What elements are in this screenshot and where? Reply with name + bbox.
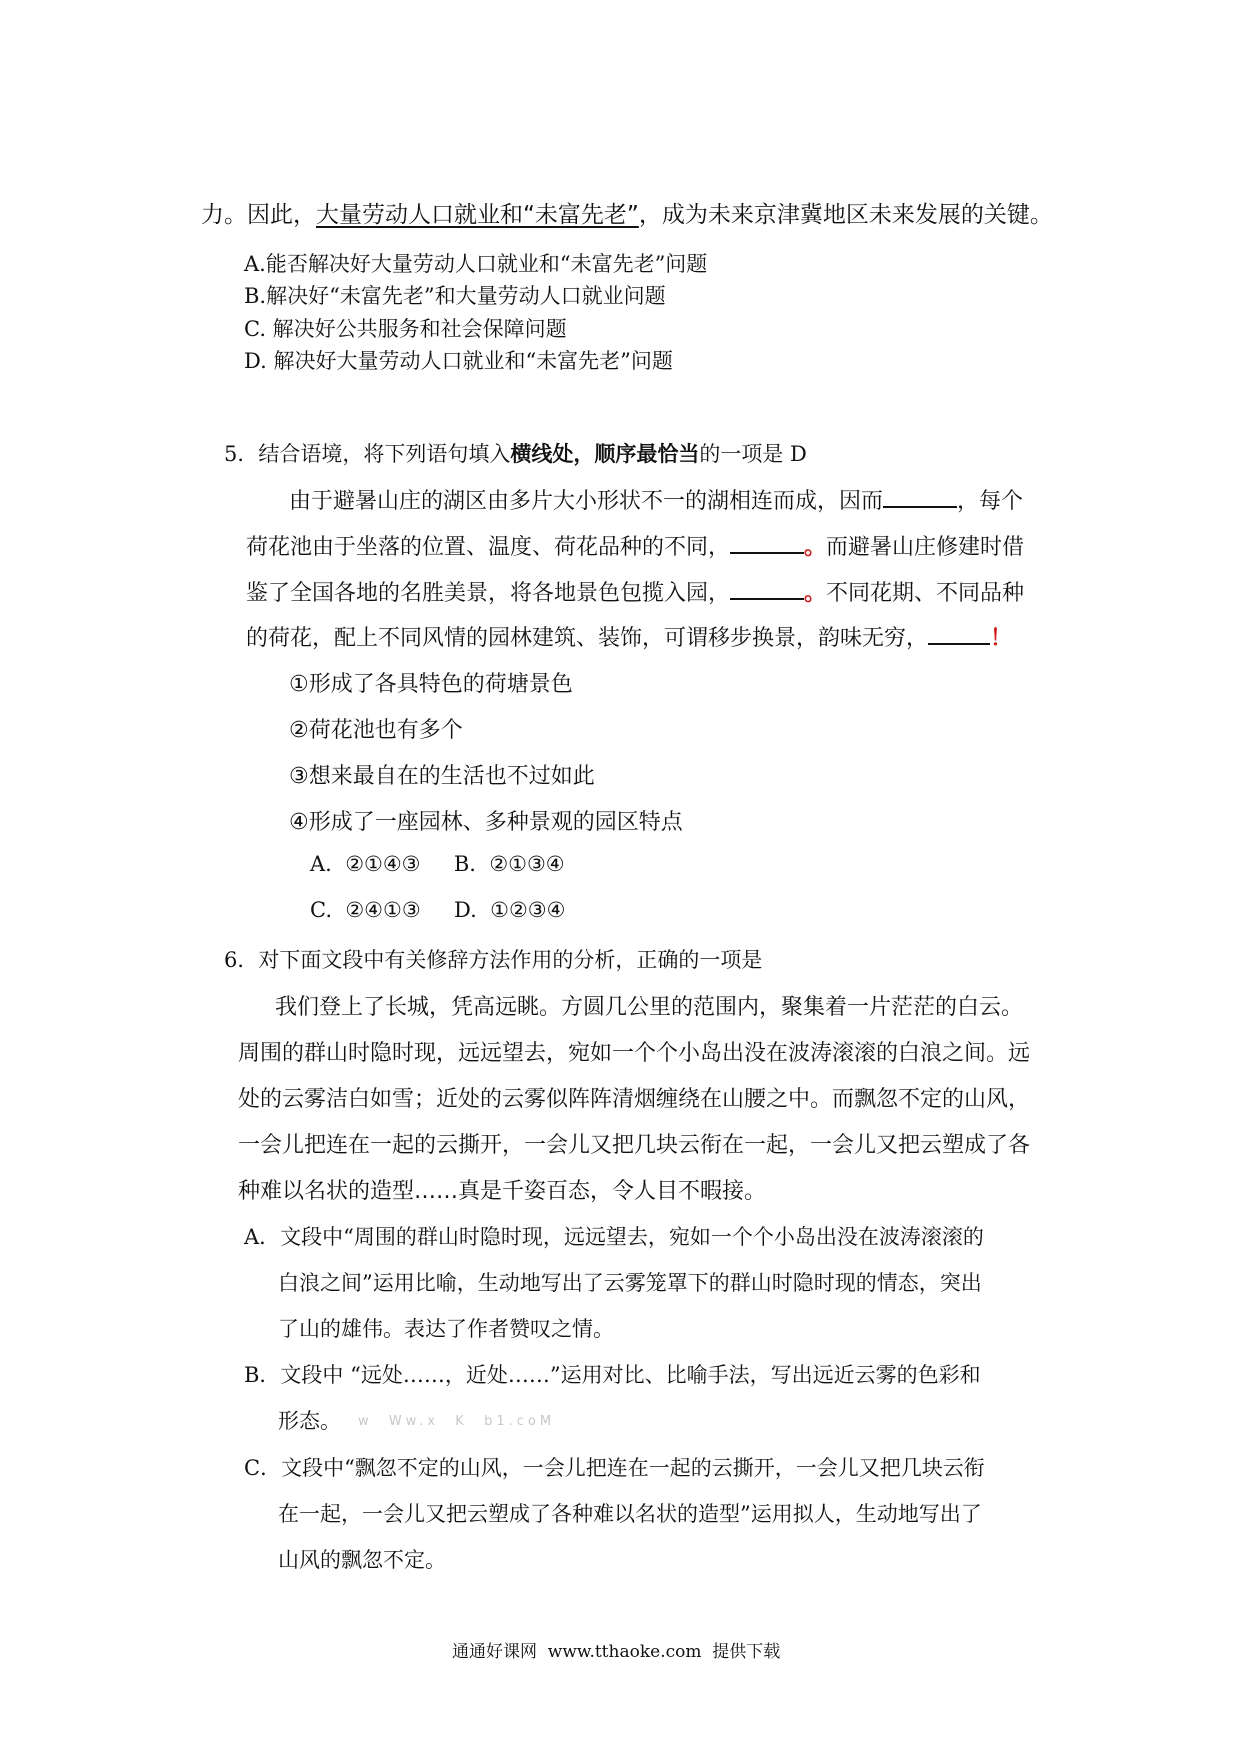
page-footer: 通通好课网 www.tthaoke.com 提供下载 xyxy=(452,1642,781,1662)
q4-option-a: A.能否解决好大量劳动人口就业和“未富先老”问题 xyxy=(244,252,708,276)
q5-stem-answer: 的一项是 D xyxy=(699,442,807,466)
q5-blank-1 xyxy=(883,484,957,508)
q5-choices-row-1: A. ②①④③ B. ②①③④ xyxy=(310,852,565,876)
q6-passage-line-2: 周围的群山时隐时现，远远望去，宛如一个个小岛出没在波涛滚滚的白浪之间。远 xyxy=(238,1041,1031,1066)
q6-option-a-line-2: 白浪之间”运用比喻，生动地写出了云雾笼罩下的群山时隐时现的情态，突出 xyxy=(278,1271,982,1295)
q6-option-b-line-2: 形态。 xyxy=(278,1409,341,1433)
q5-choices-row-2: C. ②④①③ D. ①②③④ xyxy=(310,898,566,922)
q5-stem-bold-order: 顺序最恰当 xyxy=(594,441,700,466)
q5-item-4: ④形成了一座园林、多种景观的园区特点 xyxy=(289,810,683,835)
q4-conclusion-start: 力。因此， xyxy=(201,202,316,228)
q4-conclusion-line xyxy=(201,196,1053,229)
q5-blank-2 xyxy=(730,530,804,554)
q6-passage-line-1: 我们登上了长城，凭高远眺。方圆几公里的范围内，聚集着一片茫茫的白云。 xyxy=(275,995,1024,1020)
q5-passage-line-4 xyxy=(246,621,1012,652)
q5-line3-text: 鉴了全国各地的名胜美景，将各地景色包揽入园， xyxy=(246,581,731,606)
q5-line2-text: 荷花池由于坐落的位置、温度、荷花品种的不同， xyxy=(246,535,731,560)
q5-stem-bold-blank: 横线处 xyxy=(510,441,574,466)
q5-line2-end: 而避暑山庄修建时借 xyxy=(826,535,1025,560)
watermark-text: w Ww.x K b1.coM xyxy=(358,1414,556,1429)
q5-blank-3 xyxy=(730,576,804,600)
q6-option-b-line-1: B．文段中 “远处……，近处……”运用对比、比喻手法，写出远近云雾的色彩和 xyxy=(244,1363,981,1387)
q5-item-2: ②荷花池也有多个 xyxy=(289,718,463,743)
q5-blank-4 xyxy=(928,621,990,645)
q5-passage-line-2 xyxy=(246,530,1024,561)
q5-passage-line-3 xyxy=(246,576,1024,607)
q5-line3-end: 不同花期、不同品种 xyxy=(826,581,1025,606)
q5-line4-punct: ！ xyxy=(990,626,1013,651)
q5-passage-line-1 xyxy=(289,484,1023,515)
q6-option-a-line-3: 了山的雄伟。表达了作者赞叹之情。 xyxy=(278,1317,614,1341)
q5-stem-comma: ， xyxy=(573,441,595,466)
q4-option-d: D. 解决好大量劳动人口就业和“未富先老”问题 xyxy=(244,349,673,373)
q5-line3-punct: 。 xyxy=(804,581,827,606)
q5-stem xyxy=(224,438,807,468)
q6-stem: 6．对下面文段中有关修辞方法作用的分析，正确的一项是 xyxy=(224,948,763,972)
q4-underlined-phrase: 大量劳动人口就业和“未富先老” xyxy=(316,202,639,228)
q6-option-c-line-1: C．文段中“飘忽不定的山风，一会儿把连在一起的云撕开，一会儿又把几块云衔 xyxy=(244,1456,985,1480)
q4-option-b: B.解决好“未富先老”和大量劳动人口就业问题 xyxy=(244,284,666,308)
q4-option-c: C. 解决好公共服务和社会保障问题 xyxy=(244,317,567,341)
q4-conclusion-end: ，成为未来京津冀地区未来发展的关键。 xyxy=(638,202,1053,228)
q6-option-c-line-2: 在一起，一会儿又把云塑成了各种难以名状的造型”运用拟人，生动地写出了 xyxy=(278,1502,982,1526)
q6-passage-line-4: 一会儿把连在一起的云撕开，一会儿又把几块云衔在一起，一会儿又把云塑成了各 xyxy=(238,1133,1031,1158)
q5-line1-text: 由于避暑山庄的湖区由多片大小形状不一的湖相连而成，因而 xyxy=(289,489,884,514)
q5-line2-punct: 。 xyxy=(804,535,827,560)
q6-option-a-line-1: A．文段中“周围的群山时隐时现，远远望去，宛如一个个小岛出没在波涛滚滚的 xyxy=(244,1225,984,1249)
q6-passage-line-5: 种难以名状的造型……真是千姿百态，令人目不暇接。 xyxy=(238,1179,767,1204)
q5-stem-part: 5．结合语境，将下列语句填入 xyxy=(224,442,511,466)
q5-line1-end: ，每个 xyxy=(957,489,1024,514)
q5-line4-text: 的荷花，配上不同风情的园林建筑、装饰，可谓移步换景，韵味无穷， xyxy=(246,626,929,651)
q6-passage-line-3: 处的云雾洁白如雪；近处的云雾似阵阵清烟缠绕在山腰之中。而飘忽不定的山风， xyxy=(238,1087,1031,1112)
q6-option-c-line-3: 山风的飘忽不定。 xyxy=(278,1548,446,1572)
q5-item-1: ①形成了各具特色的荷塘景色 xyxy=(289,672,573,697)
q5-item-3: ③想来最自在的生活也不过如此 xyxy=(289,764,595,789)
